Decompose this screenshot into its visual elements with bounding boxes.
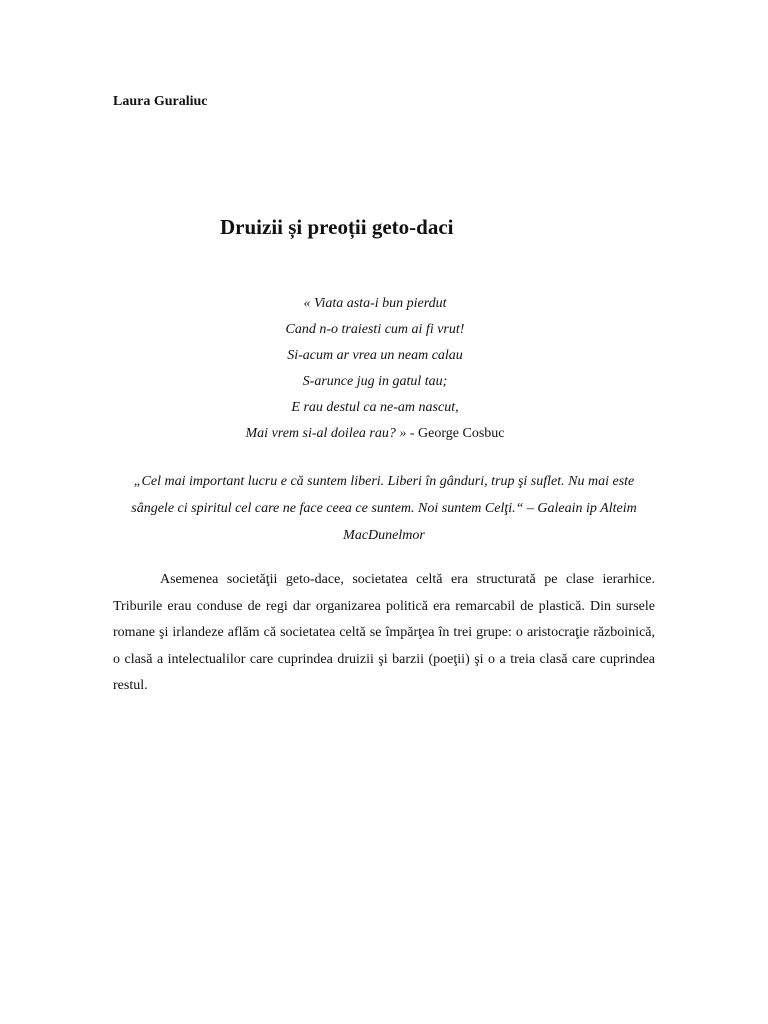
poem-line: Mai vrem si-al doilea rau? » — [245, 426, 407, 441]
poem-epigraph — [150, 291, 600, 447]
poem-line: « Viata asta-i bun pierdut — [303, 296, 447, 311]
celtic-quote: „Cel mai important lucru e că suntem liberi. Liberi în gânduri, trup şi suflet. Nu mai este sângele ci spiritul cel care ne face ceea ce suntem. Noi suntem Celţi.“ – Galeain ip Alteim MacDunelmor — [131, 474, 637, 543]
document-title: Druizii și preoții geto-daci — [220, 215, 454, 239]
poem-line: Cand n-o traiesti cum ai fi vrut! — [285, 322, 465, 337]
poem-line: E rau destul ca ne-am nascut, — [291, 400, 459, 415]
poem-line: Si-acum ar vrea un neam calau — [287, 348, 463, 363]
author-name: Laura Guraliuc — [113, 94, 208, 109]
poem-last-line — [150, 421, 600, 447]
poem-line: S-arunce jug in gatul tau; — [302, 374, 448, 389]
body-paragraph: Asemenea societăţii geto-dace, societatea celtă era structurată pe clase ierarhice. Triburile erau conduse de regi dar organizarea politică era remarcabil de plastică. Din sursele romane şi irlandeze aflăm că societatea celtă se împărţea în trei grupe: o aristocraţie războinică, o clasă a intelectualilor care cuprindea druizii şi barzii (poeţii) şi o a treia clasă care cuprindea restul. — [113, 572, 655, 693]
poem-attribution: - George Cosbuc — [406, 426, 505, 441]
